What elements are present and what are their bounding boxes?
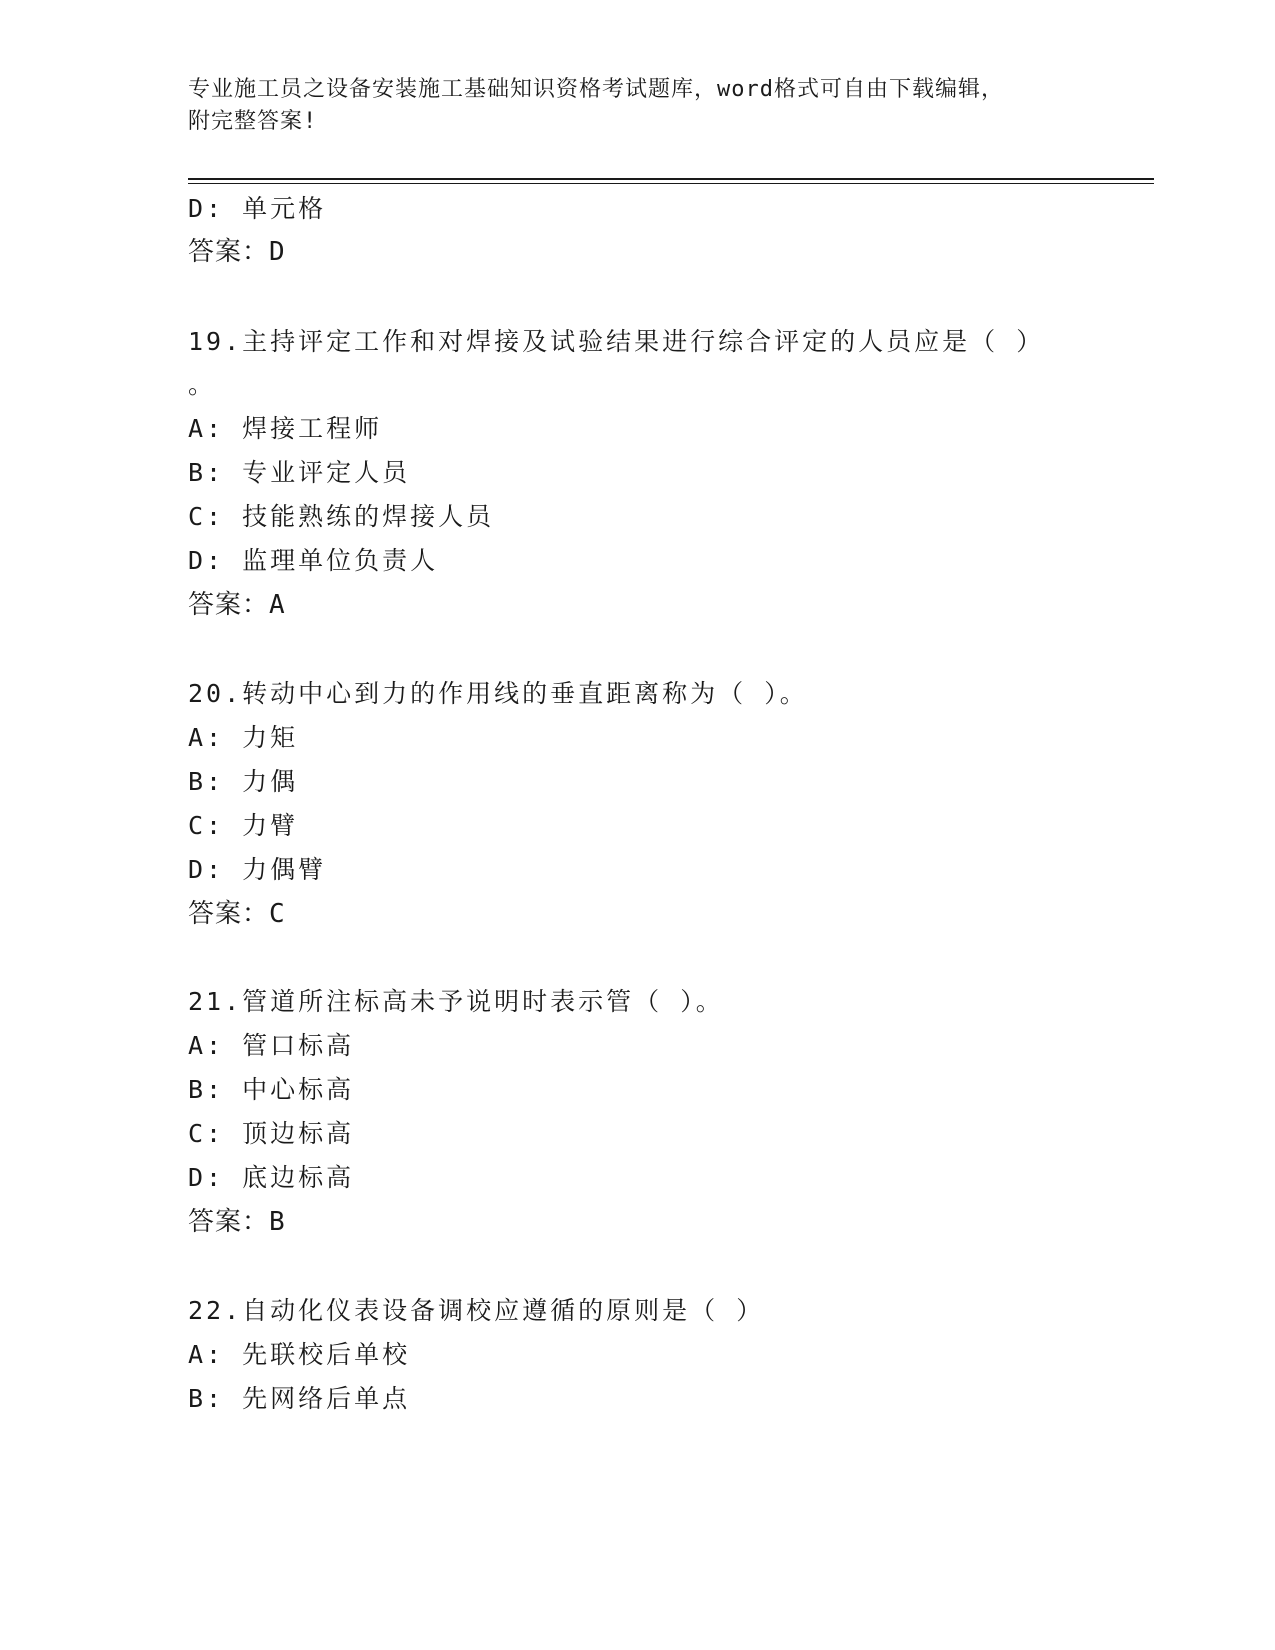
answer-line xyxy=(188,235,285,269)
option-a: A: 力矩 xyxy=(188,723,299,752)
question-19-text-cont: 。 xyxy=(188,370,217,399)
header-divider xyxy=(188,178,1154,184)
option-c: C: 技能熟练的焊接人员 xyxy=(188,502,495,531)
option-d: D: 力偶臂 xyxy=(188,855,327,884)
option-a: A: 先联校后单校 xyxy=(188,1340,411,1369)
option-c: C: 力臂 xyxy=(188,811,299,840)
answer-line xyxy=(188,897,285,931)
answer-line xyxy=(188,588,285,622)
option-b: B: 力偶 xyxy=(188,767,299,796)
header-line-2: 附完整答案! xyxy=(188,109,318,134)
question-22-text: 22.自动化仪表设备调校应遵循的原则是（ ） xyxy=(188,1296,765,1325)
answer-label: 答案： xyxy=(188,590,270,620)
option-b: B: 专业评定人员 xyxy=(188,458,411,487)
option-d: D: 底边标高 xyxy=(188,1163,355,1192)
answer-label: 答案： xyxy=(188,1207,270,1237)
option-b: B: 先网络后单点 xyxy=(188,1384,411,1413)
answer-value: B xyxy=(269,1207,285,1237)
answer-label: 答案： xyxy=(188,899,270,929)
answer-line xyxy=(188,1205,285,1239)
question-20-text: 20.转动中心到力的作用线的垂直距离称为（ ）。 xyxy=(188,679,808,708)
option-a: A: 焊接工程师 xyxy=(188,414,383,443)
option-a: A: 管口标高 xyxy=(188,1031,355,1060)
option-d: D: 监理单位负责人 xyxy=(188,546,439,575)
answer-label: 答案： xyxy=(188,237,270,267)
option-c: C: 顶边标高 xyxy=(188,1119,355,1148)
document-header xyxy=(188,74,1068,138)
answer-value: C xyxy=(269,899,285,929)
question-21-text: 21.管道所注标高未予说明时表示管（ ）。 xyxy=(188,987,724,1016)
option-d: D: 单元格 xyxy=(188,194,327,223)
option-b: B: 中心标高 xyxy=(188,1075,355,1104)
header-line-1: 专业施工员之设备安装施工基础知识资格考试题库，word格式可自由下载编辑， xyxy=(188,77,1004,102)
answer-value: A xyxy=(269,590,285,620)
question-19-text: 19.主持评定工作和对焊接及试验结果进行综合评定的人员应是（ ） xyxy=(188,327,1045,356)
answer-value: D xyxy=(269,237,285,267)
